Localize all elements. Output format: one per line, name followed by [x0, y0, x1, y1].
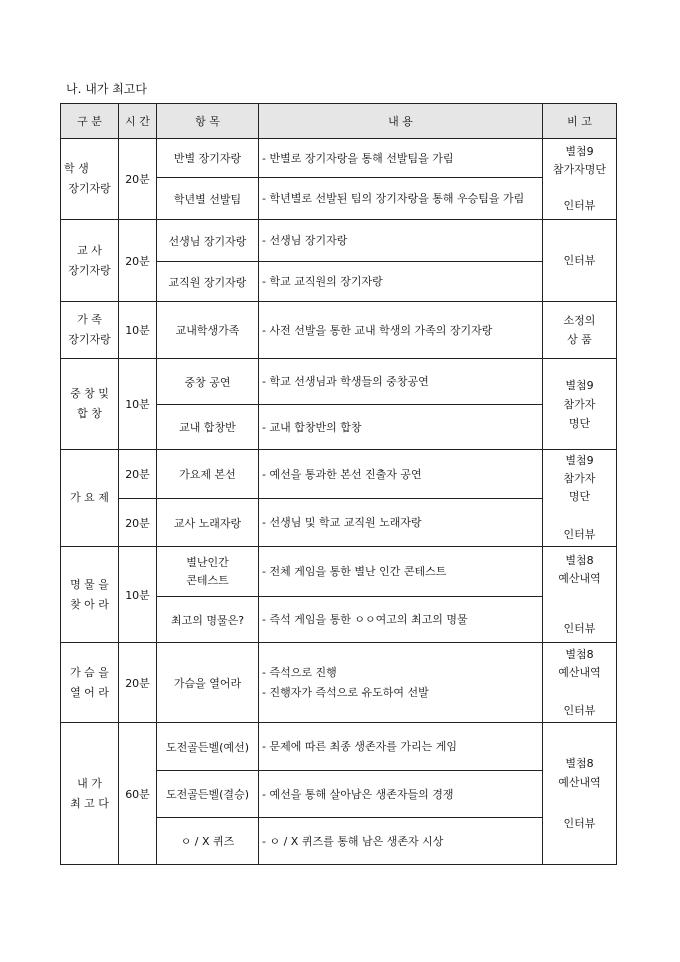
note-cell: [543, 643, 617, 723]
content-cell: - 선생님 및 학교 교직원 노래자랑: [259, 499, 543, 547]
table-row: [61, 547, 617, 597]
item-cell: 반별 장기자랑: [157, 139, 259, 178]
item-cell: 가요제 본선: [157, 450, 259, 499]
item-cell: 교사 노래자랑: [157, 499, 259, 547]
time-cell: 10분: [119, 302, 157, 359]
content-cell: - 전체 게임을 통한 별난 인간 콘테스트: [259, 547, 543, 597]
note-line: 별첨8: [565, 757, 594, 770]
note-cell: [543, 547, 617, 643]
item-cell: 교내 합창반: [157, 405, 259, 450]
item-cell: 교직원 장기자랑: [157, 262, 259, 302]
header-category: 구 분: [61, 104, 119, 139]
content-cell: - 예선을 통해 살아남은 생존자들의 경쟁: [259, 771, 543, 818]
content-cell: - 반별로 장기자랑을 통해 선발팀을 가림: [259, 139, 543, 178]
table-row: [61, 139, 617, 178]
item-cell: 선생님 장기자랑: [157, 220, 259, 262]
content-cell: - 학교 선생님과 학생들의 중창공연: [259, 359, 543, 405]
note-line: 인터뷰: [563, 199, 596, 212]
note-line: 상 품: [567, 333, 592, 346]
item-cell: 중창 공연: [157, 359, 259, 405]
header-time: 시 간: [119, 104, 157, 139]
item-cell: 가슴을 열어라: [157, 643, 259, 723]
time-cell: 20분: [119, 450, 157, 499]
category-line: 학 생: [64, 162, 89, 175]
note-line: 참가자명단: [552, 163, 607, 176]
table-row: [61, 220, 617, 262]
item-cell: 최고의 명물은?: [157, 597, 259, 643]
category-line: 명 물 을: [70, 577, 109, 591]
note-line: 인터뷰: [563, 621, 596, 635]
note-line: 별첨9: [565, 378, 594, 392]
note-line: 예산내역: [558, 571, 601, 585]
table-row: [61, 723, 617, 771]
time-cell: 20분: [119, 643, 157, 723]
note-cell: [543, 450, 617, 547]
item-cell: ㅇ / X 퀴즈: [157, 818, 259, 865]
note-cell: [543, 723, 617, 865]
item-cell: 별난인간 콘테스트: [157, 547, 259, 597]
table-row: [61, 450, 617, 499]
note-line: 명단: [568, 416, 591, 430]
item-cell: 도전골든벨(예선): [157, 723, 259, 771]
note-line: 인터뷰: [563, 528, 596, 541]
category-line: 중 창 및: [70, 387, 109, 400]
time-cell: 20분: [119, 220, 157, 302]
category-line: 장기자랑: [68, 263, 111, 277]
category-line: 가 족: [77, 313, 102, 326]
table-row: [61, 359, 617, 405]
note-line: 예산내역: [558, 665, 601, 679]
content-cell: - 선생님 장기자랑: [259, 220, 543, 262]
header-row: [61, 104, 617, 139]
category-line: 찾 아 라: [70, 597, 109, 611]
note-cell: [543, 359, 617, 450]
category-line: 장기자랑: [68, 333, 111, 346]
category-cell: [61, 302, 119, 359]
header-note: 비 고: [543, 104, 617, 139]
note-cell: [543, 302, 617, 359]
content-cell: - 학교 교직원의 장기자랑: [259, 262, 543, 302]
note-line: 인터뷰: [563, 817, 596, 830]
content-cell: - ㅇ / X 퀴즈를 통해 남은 생존자 시상: [259, 818, 543, 865]
note-line: 별첨8: [565, 647, 594, 661]
content-cell: - 예선을 통과한 본선 진출자 공연: [259, 450, 543, 499]
content-cell: - 즉석 게임을 통한 ㅇㅇ여고의 최고의 명물: [259, 597, 543, 643]
note-line: 참가자: [563, 472, 596, 485]
header-content: 내 용: [259, 104, 543, 139]
note-line: 별첨8: [565, 553, 594, 567]
time-cell: 20분: [119, 139, 157, 220]
category-cell: [61, 547, 119, 643]
item-cell: 교내학생가족: [157, 302, 259, 359]
category-cell: [61, 220, 119, 302]
category-line: 최 고 다: [70, 796, 109, 810]
table-row: [61, 302, 617, 359]
note-line: 인터뷰: [563, 703, 596, 717]
time-cell: 60분: [119, 723, 157, 865]
time-cell: 10분: [119, 547, 157, 643]
category-line: 합 창: [77, 407, 102, 420]
content-cell: - 문제에 따른 최종 생존자를 가리는 게임: [259, 723, 543, 771]
content-cell: - 즉석으로 진행 - 진행자가 즉석으로 유도하여 선발: [259, 643, 543, 723]
table-row: [61, 643, 617, 723]
category-cell: [61, 643, 119, 723]
category-line: 열 어 라: [70, 685, 109, 699]
section-heading: 나. 내가 최고다: [66, 82, 147, 96]
note-line: 별첨9: [565, 454, 594, 467]
note-line: 명단: [568, 490, 591, 503]
category-line: 교 사: [77, 243, 102, 257]
note-line: 소정의: [563, 314, 596, 327]
note-cell: 인터뷰: [543, 220, 617, 302]
category-cell: 가 요 제: [61, 450, 119, 547]
content-cell: - 교내 합창반의 합창: [259, 405, 543, 450]
category-line: 내 가: [77, 776, 102, 790]
content-cell: - 사전 선발을 통한 교내 학생의 가족의 장기자랑: [259, 302, 543, 359]
category-cell: [61, 139, 119, 220]
note-line: 별첨9: [565, 145, 594, 158]
item-cell: 도전골든벨(결승): [157, 771, 259, 818]
time-cell: 10분: [119, 359, 157, 450]
content-cell: - 학년별로 선발된 팀의 장기자랑을 통해 우승팀을 가림: [259, 178, 543, 220]
header-item: 항 목: [157, 104, 259, 139]
category-cell: [61, 723, 119, 865]
program-table: [60, 103, 617, 865]
note-line: 예산내역: [558, 776, 601, 789]
time-cell: 20분: [119, 499, 157, 547]
category-cell: [61, 359, 119, 450]
table-row: [61, 499, 617, 547]
category-line: 가 슴 을: [70, 665, 109, 679]
item-cell: 학년별 선발팀: [157, 178, 259, 220]
note-cell: [543, 139, 617, 220]
note-line: 참가자: [563, 397, 596, 411]
category-line: 장기자랑: [68, 182, 111, 195]
